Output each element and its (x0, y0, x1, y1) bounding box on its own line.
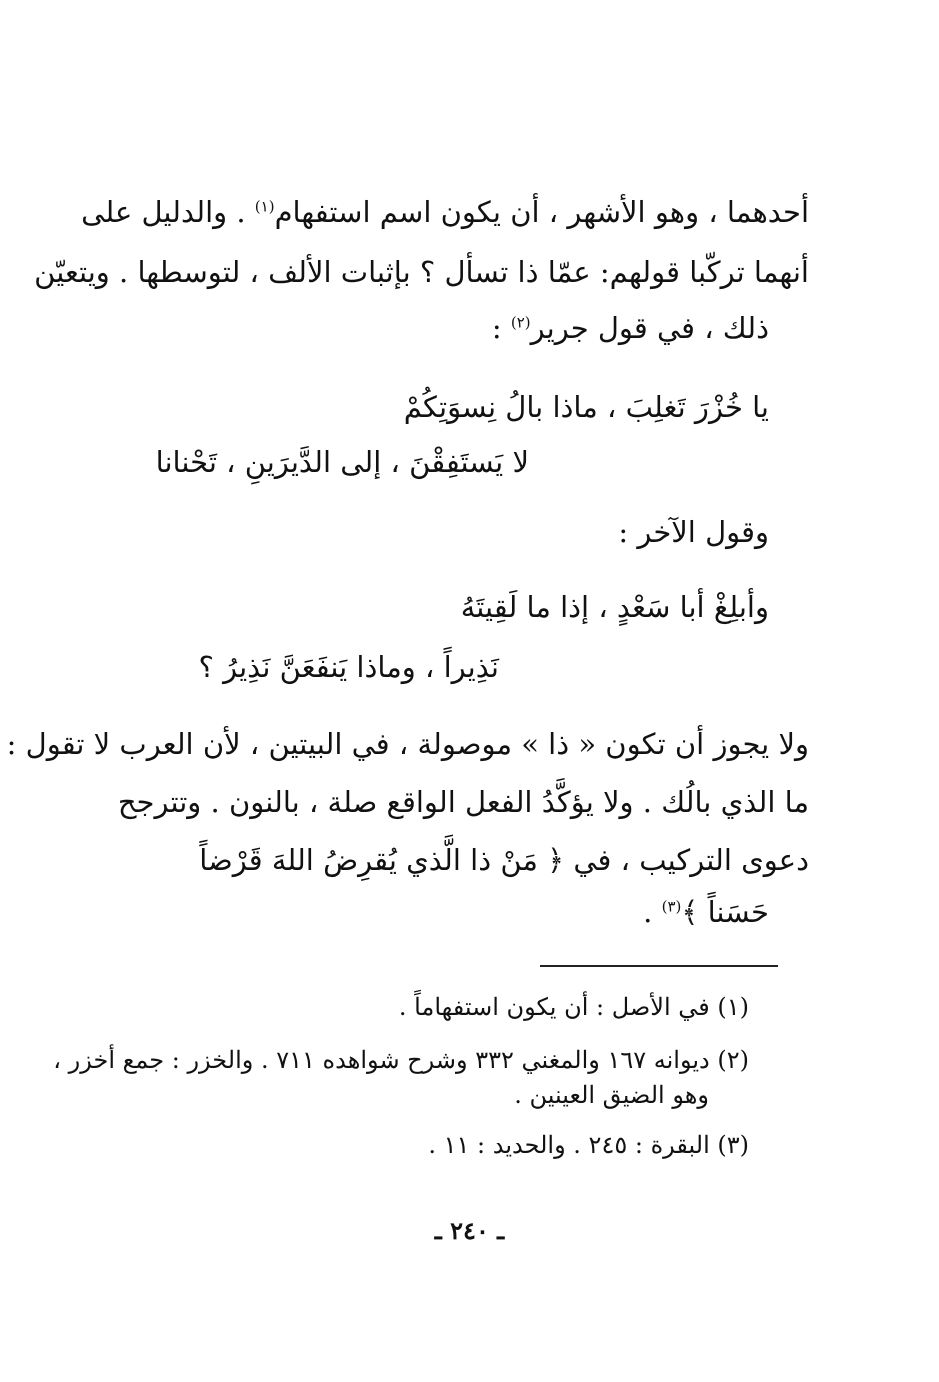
body-line-3 (492, 306, 769, 350)
text-run: لا يَستَفِقْنَ ، إلى الدَّيرَينِ ، تَحْنانا (155, 445, 529, 479)
footnote-2: (٢) ديوانه ١٦٧ والمغني ٣٣٢ وشرح شواهده ٧١١ . والخزر : جمع أخزر ، (53, 1046, 749, 1074)
footnote-3: (٣) البقرة : ٢٤٥ . والحديد : ١١ . (428, 1131, 749, 1159)
body-line-8 (643, 890, 769, 934)
text-run: . (643, 895, 662, 929)
body-line-2 (34, 250, 809, 294)
footnote-ref-2: (٢) (510, 313, 531, 332)
text-run: حَسَناً ﴾ (681, 895, 769, 929)
body-line-1 (81, 190, 809, 234)
text-run: وأبلِغْ أبا سَعْدٍ ، إذا ما لَقِيتَهُ (460, 590, 769, 624)
verse-2-hemistich-1 (461, 585, 769, 629)
text-run: وقول الآخر : (618, 515, 769, 549)
verse-1-hemistich-1 (404, 385, 769, 429)
text-run: دعوى التركيب ، في ﴿ مَنْ ذا الَّذي يُقرِضُ اللهَ قَرْضاً (199, 843, 809, 877)
footnote-ref-1: (١) (254, 197, 275, 216)
text-run: يا خُزْرَ تَغلِبَ ، ماذا بالُ نِسوَتِكُمْ (403, 390, 769, 424)
body-line-6 (118, 780, 809, 824)
body-line-7 (199, 838, 809, 882)
text-run: ولا يجوز أن تكون « ذا » موصولة ، في البيتين ، لأن العرب لا تقول : (6, 727, 809, 761)
page-number: ـ ٢٤٠ ـ (434, 1216, 505, 1245)
footnote-separator (540, 965, 778, 967)
verse-1-hemistich-2 (156, 440, 529, 484)
text-run: . والدليل على (81, 195, 255, 229)
text-run: ما الذي بالُك . ولا يؤكَّدُ الفعل الواقع صلة ، بالنون . وتترجح (117, 785, 809, 819)
text-run: : (491, 311, 511, 345)
verse-2-hemistich-2 (198, 645, 499, 689)
body-line-4 (618, 510, 769, 554)
text-run: أحدهما ، وهو الأشهر ، أن يكون اسم استفهام (274, 195, 809, 229)
footnote-1: (١) في الأصل : أن يكون استفهاماً . (398, 993, 749, 1021)
text-run: ذلك ، في قول جرير (530, 311, 769, 345)
body-line-5 (7, 722, 809, 766)
text-run: أنهما تركّبا قولهم: عمّا ذا تسأل ؟ بإثبات الألف ، لتوسطها . ويتعيّن (34, 255, 809, 289)
footnote-2-continued: وهو الضيق العينين . (514, 1081, 709, 1109)
footnote-ref-3: (٣) (661, 897, 682, 916)
text-run: نَذِيراً ، وماذا يَنفَعَنَّ نَذِيرُ ؟ (198, 650, 499, 684)
